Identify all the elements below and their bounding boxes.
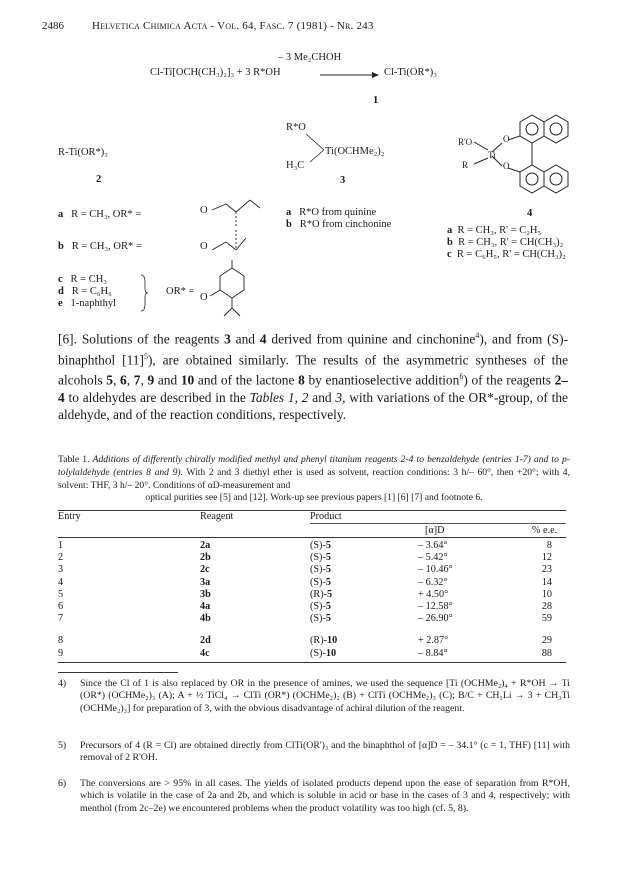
entry-2a: a R = CH₃, OR* =: [58, 209, 142, 220]
col-header-product: Product: [310, 511, 342, 522]
entry-4a: a R = CH₃, R' = C₂H₅: [447, 225, 542, 236]
table-header-rule: [58, 537, 566, 538]
compound-4-structure: [452, 112, 582, 208]
body-paragraph: [6]. Solutions of the reagents 3 and 4 derived from quinine and cinchonine$^4$), and from (S)-binaphthol $[11]^5$), are obtained similarly. The results of the asymmetric syntheses of the alcohols 5, 6, 7, 9 and 10 and of the lactone 8 by enantioselective addition$^6$) of the reagents 2–4 to aldehydes are described in the Tables 1, 2 and 3, with variations of the OR*-group, of the aldehyde, and of the reaction conditions, respectively.: [58, 331, 569, 423]
table-row: 3 2c (S)-5 – 10.46° 23: [58, 564, 552, 576]
col-header-alpha: [α]D: [425, 525, 445, 536]
table-1: [58, 540, 566, 660]
entry-2b: b R = CH₃, OR* =: [58, 241, 142, 252]
compound-3-number: 3: [340, 175, 346, 186]
footnote-6: 6) The conversions are > 95% in all cases. The yields of isolated products depend upon the ease of separation from R*OH, which is volatile in the case of 2a and 2b, and which is soluble in acid or base in the cases of 3 and 4, respectively; with menthol (from 2c–2e) we encountered problems when the product volatility was too high (cf. 5, 8).: [58, 778, 570, 814]
table-row: 4 3a (S)-5 – 6.32° 14: [58, 576, 552, 588]
table-1-caption: Table 1. Additions of differently chirally modified methyl and phenyl titanium reagents 2-4 to benzaldehyde (entries 1-7) and to p-tolylaldehyde (entries 8 and 9). With 2 and 3 diethyl ether is used as solvent, reaction conditions: 3 h/– 60°, then +20°; with 4, solvent: THF, 3 h/– 20°. Conditions of αD-measurement and optical purities see [5] and [12]. Work-up see previous papers [1] [6] [7] and footnote 6.: [58, 454, 571, 504]
table-row: 5 3b (R)-5 + 4.50° 10: [58, 588, 552, 600]
table-row: 1 2a (S)-5 – 3.64° 8: [58, 540, 552, 551]
compound-4-r: R: [462, 160, 469, 170]
entry-2e: e 1-naphthyl: [58, 298, 117, 309]
compound-4-number: 4: [527, 208, 533, 219]
running-title: Helvetica Chimica Acta - Vol. 64, Fasc. 7 (1981) - Nr. 243: [92, 20, 374, 32]
compound-4-o1: O: [503, 134, 510, 144]
table-bottom-rule: [58, 662, 566, 663]
compound-3-h3c: H₃C: [286, 160, 305, 171]
compound-4-o2: O: [503, 161, 510, 171]
cde-brace: [140, 274, 148, 312]
table-row: 8 2d (R)-10 + 2.87° 29: [58, 635, 552, 647]
product-1-number: 1: [373, 95, 379, 106]
col-header-entry: Entry: [58, 511, 81, 522]
or-structure-b-o: O: [200, 241, 208, 252]
reaction-condition: – 3 Me₂CHOH: [278, 52, 342, 63]
reaction-arrow: [318, 70, 380, 80]
table-row: 7 4b (S)-5 – 26.90° 59: [58, 613, 552, 625]
entry-4c: c R = C₆H₅, R' = CH(CH₃)₂: [447, 249, 566, 260]
compound-3-ti: Ti(OCHMe₂)₂: [325, 146, 385, 157]
table-row: 9 4c (S)-10 – 8.84° 88: [58, 647, 552, 659]
entry-3b: b R*O from cinchonine: [286, 219, 392, 230]
or-structure-b: [200, 226, 270, 262]
table-row: 6 4a (S)-5 – 12.58° 28: [58, 601, 552, 613]
cde-or-label: OR* =: [166, 286, 195, 297]
entry-3a: a R*O from quinine: [286, 207, 377, 218]
col-header-ee: % e.e.: [532, 525, 558, 536]
or-structure-a-o: O: [200, 205, 208, 216]
page-number: 2486: [42, 20, 64, 32]
product-subheader-rule: [310, 523, 566, 524]
col-header-reagent: Reagent: [200, 511, 234, 522]
entry-2c: c R = CH₃: [58, 274, 107, 285]
compound-3-ro: R*O: [286, 122, 306, 133]
footnote-rule: [58, 672, 178, 673]
compound-2-number: 2: [96, 174, 102, 185]
or-structure-menthyl-o: O: [200, 292, 208, 303]
reactants: Cl-Ti[OCH(CH₃)₂]₃ + 3 R*OH: [150, 67, 281, 78]
entry-4b: b R = CH₃, R' = CH(CH₃)₂: [447, 237, 564, 248]
or-structure-menthyl: [198, 258, 268, 320]
footnote-4: 4) Since the Cl of 1 is also replaced by OR in the presence of amines, we used the sequence [Ti (OCHMe₂)₄ + R*OH → Ti (OR*) (OCHMe₂)₃ (A); A + ½ TiCl₄ → ClTi (OR*) (OCHMe₂)₂ (B) + ClTi (OCHMe₂)₃ (C); B/C + CH₃Li → 3 + CH₃Ti (OCHMe₂)₃] for preparation of 3, with the obvious disadvantage of achiral dilution of the reagent.: [58, 678, 570, 714]
compound-2-formula: R-Ti(OR*)₃: [58, 147, 108, 158]
product-1: Cl-Ti(OR*)₃: [384, 67, 437, 78]
compound-4-ro: R'O: [458, 137, 473, 147]
or-structure-a: [200, 196, 270, 230]
table-row: 2 2b (S)-5 – 5.42° 12: [58, 552, 552, 564]
entry-2d: d R = C₆H₆: [58, 286, 112, 297]
compound-3-bonds: [300, 130, 330, 164]
compound-4-ti: Ti: [488, 150, 496, 160]
footnote-5: 5) Precursors of 4 (R = Cl) are obtained directly from ClTi(OR')₃ and the binaphthol of [α]D = – 34.1° (c = 1, THF) [11] with removal of 2 R'OH.: [58, 740, 570, 764]
